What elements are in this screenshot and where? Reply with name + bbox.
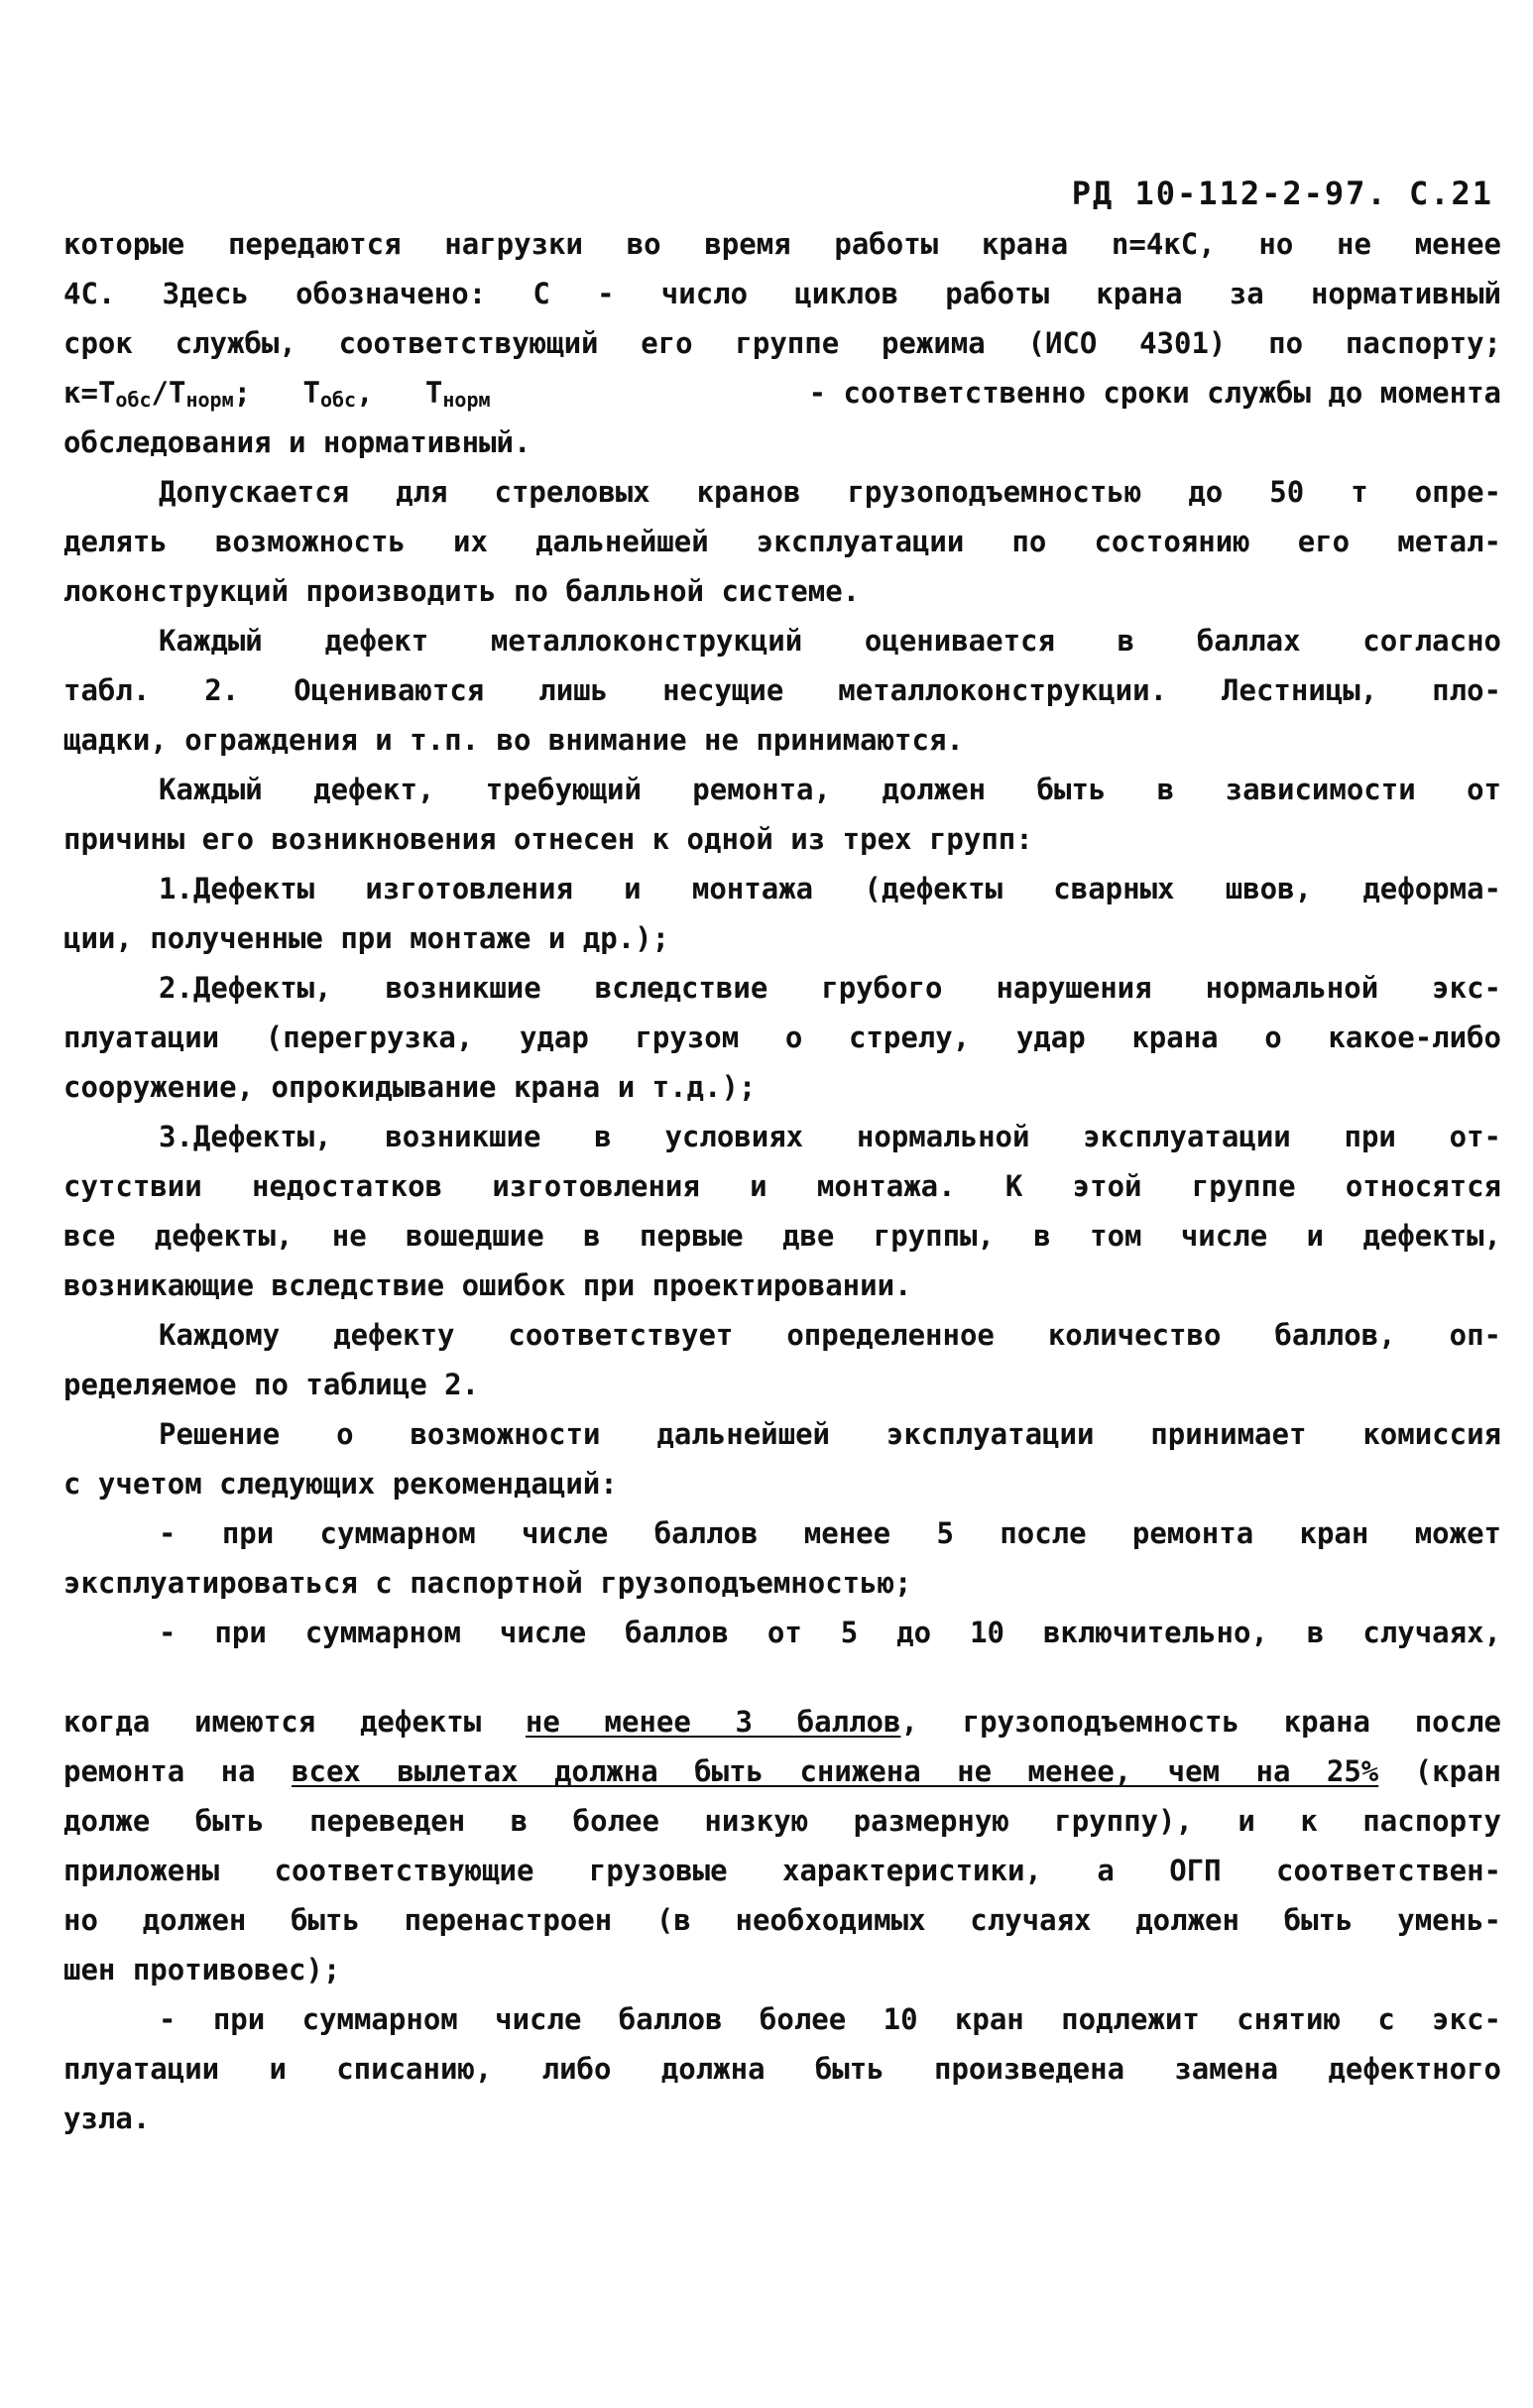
text-line: ределяемое по таблице 2. <box>63 1368 480 1401</box>
text-line: 1.Дефекты изготовления и монтажа (дефекты сварных швов, деформа- <box>159 872 1501 905</box>
text-segment: , грузоподъемность крана после <box>900 1705 1501 1739</box>
text-line: которые передаются нагрузки во время работы крана n=4кС, но не менее <box>63 227 1501 261</box>
text-line: ции, полученные при монтаже и др.); <box>63 921 670 955</box>
text-line: Каждому дефекту соответствует определенное количество баллов, оп- <box>159 1318 1501 1352</box>
text-line-tail: - соответственно сроки службы до момента <box>808 376 1501 410</box>
formula-t: Т <box>97 376 116 410</box>
text-line: приложены соответствующие грузовые характеристики, а ОГП соответствен- <box>63 1854 1501 1887</box>
text-line: - при суммарном числе баллов от 5 до 10 включительно, в случаях, <box>159 1616 1501 1649</box>
text-line: обследования и нормативный. <box>63 425 531 459</box>
text-line: щадки, ограждения и т.п. во внимание не принимаются. <box>63 723 964 757</box>
text-line: сутствии недостатков изготовления и монтажа. К этой группе относятся <box>63 1169 1501 1203</box>
text-line: табл. 2. Оцениваются лишь несущие металлоконструкции. Лестницы, пло- <box>63 673 1501 707</box>
text-line: шен противовес); <box>63 1953 341 1987</box>
text-segment: когда имеются дефекты <box>63 1705 526 1739</box>
formula-sub-obs: обс <box>115 388 152 412</box>
formula-k: к <box>63 376 81 410</box>
text-line: 4С. Здесь обозначено: С - число циклов работы крана за нормативный <box>63 277 1501 310</box>
underlined-text: всех вылетах должна быть снижена не менее, чем на 25% <box>292 1754 1379 1788</box>
formula-t: Т <box>302 376 320 410</box>
text-line <box>63 1751 1501 1791</box>
formula-t: Т <box>424 376 443 410</box>
text-line: 3.Дефекты, возникшие в условиях нормальной эксплуатации при от- <box>159 1120 1501 1153</box>
text-line: 2.Дефекты, возникшие вследствие грубого нарушения нормальной экс- <box>159 971 1501 1005</box>
text-segment: ремонта на <box>63 1754 293 1788</box>
text-line: но должен быть перенастроен (в необходимых случаях должен быть умень- <box>63 1903 1501 1937</box>
text-line: сооружение, опрокидывание крана и т.д.); <box>63 1070 757 1104</box>
formula-line <box>63 373 1501 413</box>
text-line: Допускается для стреловых кранов грузоподъемностью до 50 т опре- <box>159 475 1501 509</box>
text-line: - при суммарном числе баллов менее 5 после ремонта кран может <box>159 1516 1501 1550</box>
formula: $к=Т_{обс}/Т_{норм}$; $Т_{обс}$, $Т_{норм}$ <box>63 376 491 412</box>
text-line: плуатации и списанию, либо должна быть произведена замена дефектного <box>63 2052 1501 2086</box>
text-line: эксплуатироваться с паспортной грузоподъемностью; <box>63 1566 912 1600</box>
text-line: делять возможность их дальнейшей эксплуатации по состоянию его метал- <box>63 525 1501 558</box>
text-line: плуатации (перегрузка, удар грузом о стрелу, удар крана о какое-либо <box>63 1021 1501 1054</box>
text-line: возникающие вследствие ошибок при проектировании. <box>63 1268 912 1302</box>
text-line: все дефекты, не вошедшие в первые две группы, в том числе и дефекты, <box>63 1219 1501 1253</box>
text-line: срок службы, соответствующий его группе режима (ИСО 4301) по паспорту; <box>63 326 1501 360</box>
text-line: - при суммарном числе баллов более 10 кран подлежит снятию с экс- <box>159 2002 1501 2036</box>
formula-sub-norm: норм <box>185 388 234 412</box>
text-line: долже быть переведен в более низкую размерную группу), и к паспорту <box>63 1804 1501 1838</box>
formula-sub-norm: норм <box>442 388 491 412</box>
text-line: локонструкций производить по балльной системе. <box>63 574 861 608</box>
text-line: с учетом следующих рекомендаций: <box>63 1467 618 1501</box>
formula-t: Т <box>169 376 186 410</box>
text-line: Каждый дефект, требующий ремонта, должен быть в зависимости от <box>159 773 1501 806</box>
text-line: узла. <box>63 2102 151 2135</box>
text-segment: (кран <box>1378 1754 1501 1788</box>
text-line: Каждый дефект металлоконструкций оценивается в баллах согласно <box>159 624 1501 658</box>
formula-eq: = <box>80 376 98 410</box>
text-line <box>63 1702 1501 1742</box>
document-reference: РД 10-112-2-97. С.21 <box>1071 175 1493 212</box>
text-line: причины его возникновения отнесен к одной из трех групп: <box>63 822 1033 856</box>
underlined-text: не менее 3 баллов <box>525 1705 901 1739</box>
text-line: Решение о возможности дальнейшей эксплуатации принимает комиссия <box>159 1417 1501 1451</box>
formula-sub-obs: обс <box>319 388 357 412</box>
